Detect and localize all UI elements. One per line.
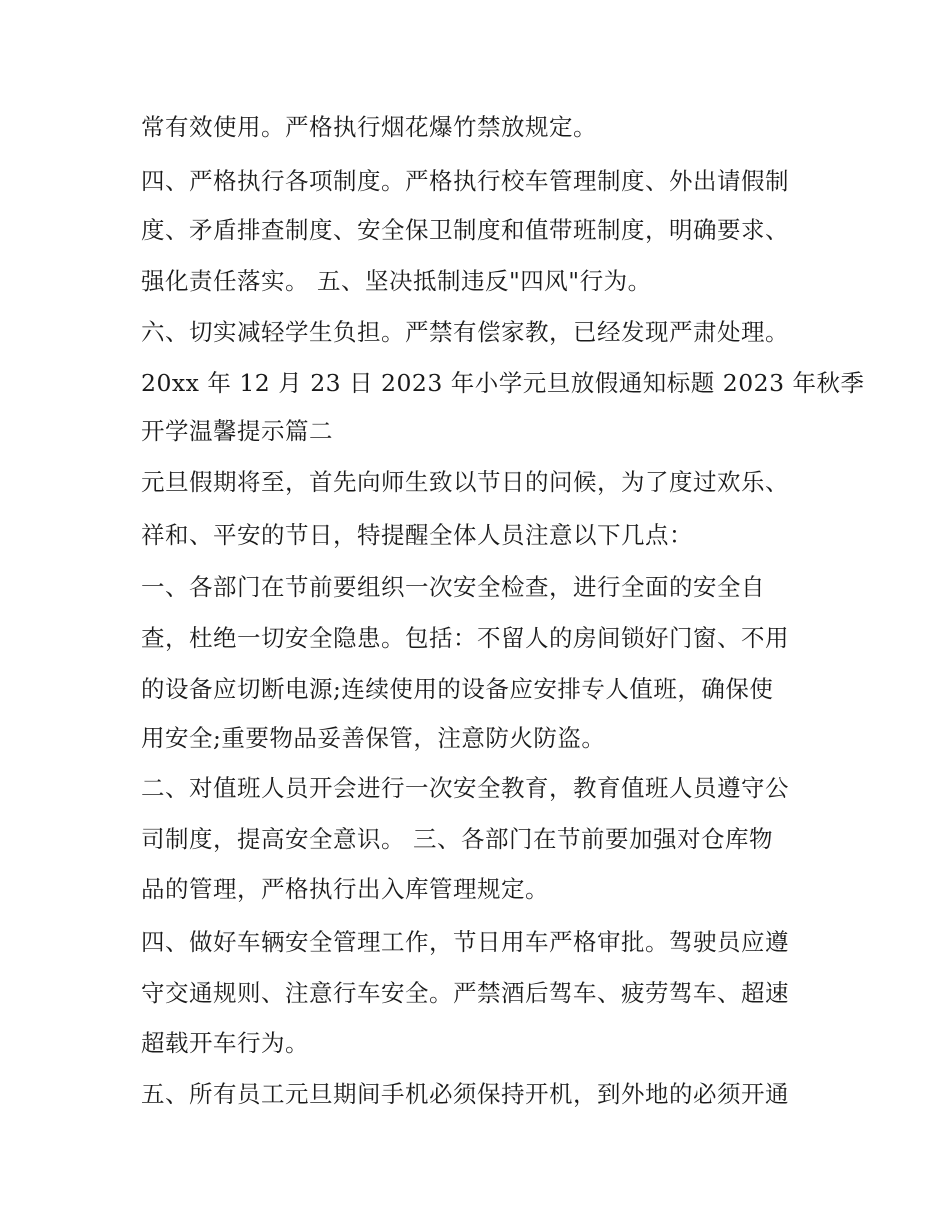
- text-line: 祥和、平安的节日，特提醒全体人员注意以下几点：: [141, 521, 693, 549]
- text-line: 二、对值班人员开会进行一次安全教育，教育值班人员遵守公: [141, 774, 789, 802]
- text-line: 查，杜绝一切安全隐患。包括：不留人的房间锁好门窗、不用: [141, 624, 789, 652]
- text-line: 超载开车行为。: [141, 1029, 309, 1057]
- text-line: 的设备应切断电源;连续使用的设备应安排专人值班，确保使: [141, 675, 774, 703]
- text-line: 常有效使用。严格执行烟花爆竹禁放规定。: [141, 113, 597, 141]
- text-line: 五、所有员工元旦期间手机必须保持开机，到外地的必须开通: [141, 1080, 789, 1108]
- text-line: 开学温馨提示篇二: [141, 417, 333, 445]
- text-line: 品的管理，严格执行出入库管理规定。: [141, 875, 549, 903]
- text-line: 六、切实减轻学生负担。严禁有偿家教，已经发现严肃处理。: [141, 318, 789, 346]
- text-line: 用安全;重要物品妥善保管，注意防火防盗。: [141, 724, 606, 752]
- text-line: 四、做好车辆安全管理工作，节日用车严格审批。驾驶员应遵: [141, 928, 789, 956]
- text-line: 司制度，提高安全意识。 三、各部门在节前要加强对仓库物: [141, 825, 773, 853]
- text-line: 强化责任落实。 五、坚决抵制违反"四风"行为。: [141, 267, 652, 295]
- text-line: 度、矛盾排查制度、安全保卫制度和值带班制度，明确要求、: [141, 216, 789, 244]
- text-line: 元旦假期将至，首先向师生致以节日的问候，为了度过欢乐、: [141, 468, 789, 496]
- text-line: 20xx 年 12 月 23 日 2023 年小学元旦放假通知标题 2023 年秋季: [141, 369, 865, 397]
- text-line: 四、严格执行各项制度。严格执行校车管理制度、外出请假制: [141, 167, 789, 195]
- text-line: 一、各部门在节前要组织一次安全检查，进行全面的安全自: [141, 573, 765, 601]
- text-line: 守交通规则、注意行车安全。严禁酒后驾车、疲劳驾车、超速: [141, 979, 789, 1007]
